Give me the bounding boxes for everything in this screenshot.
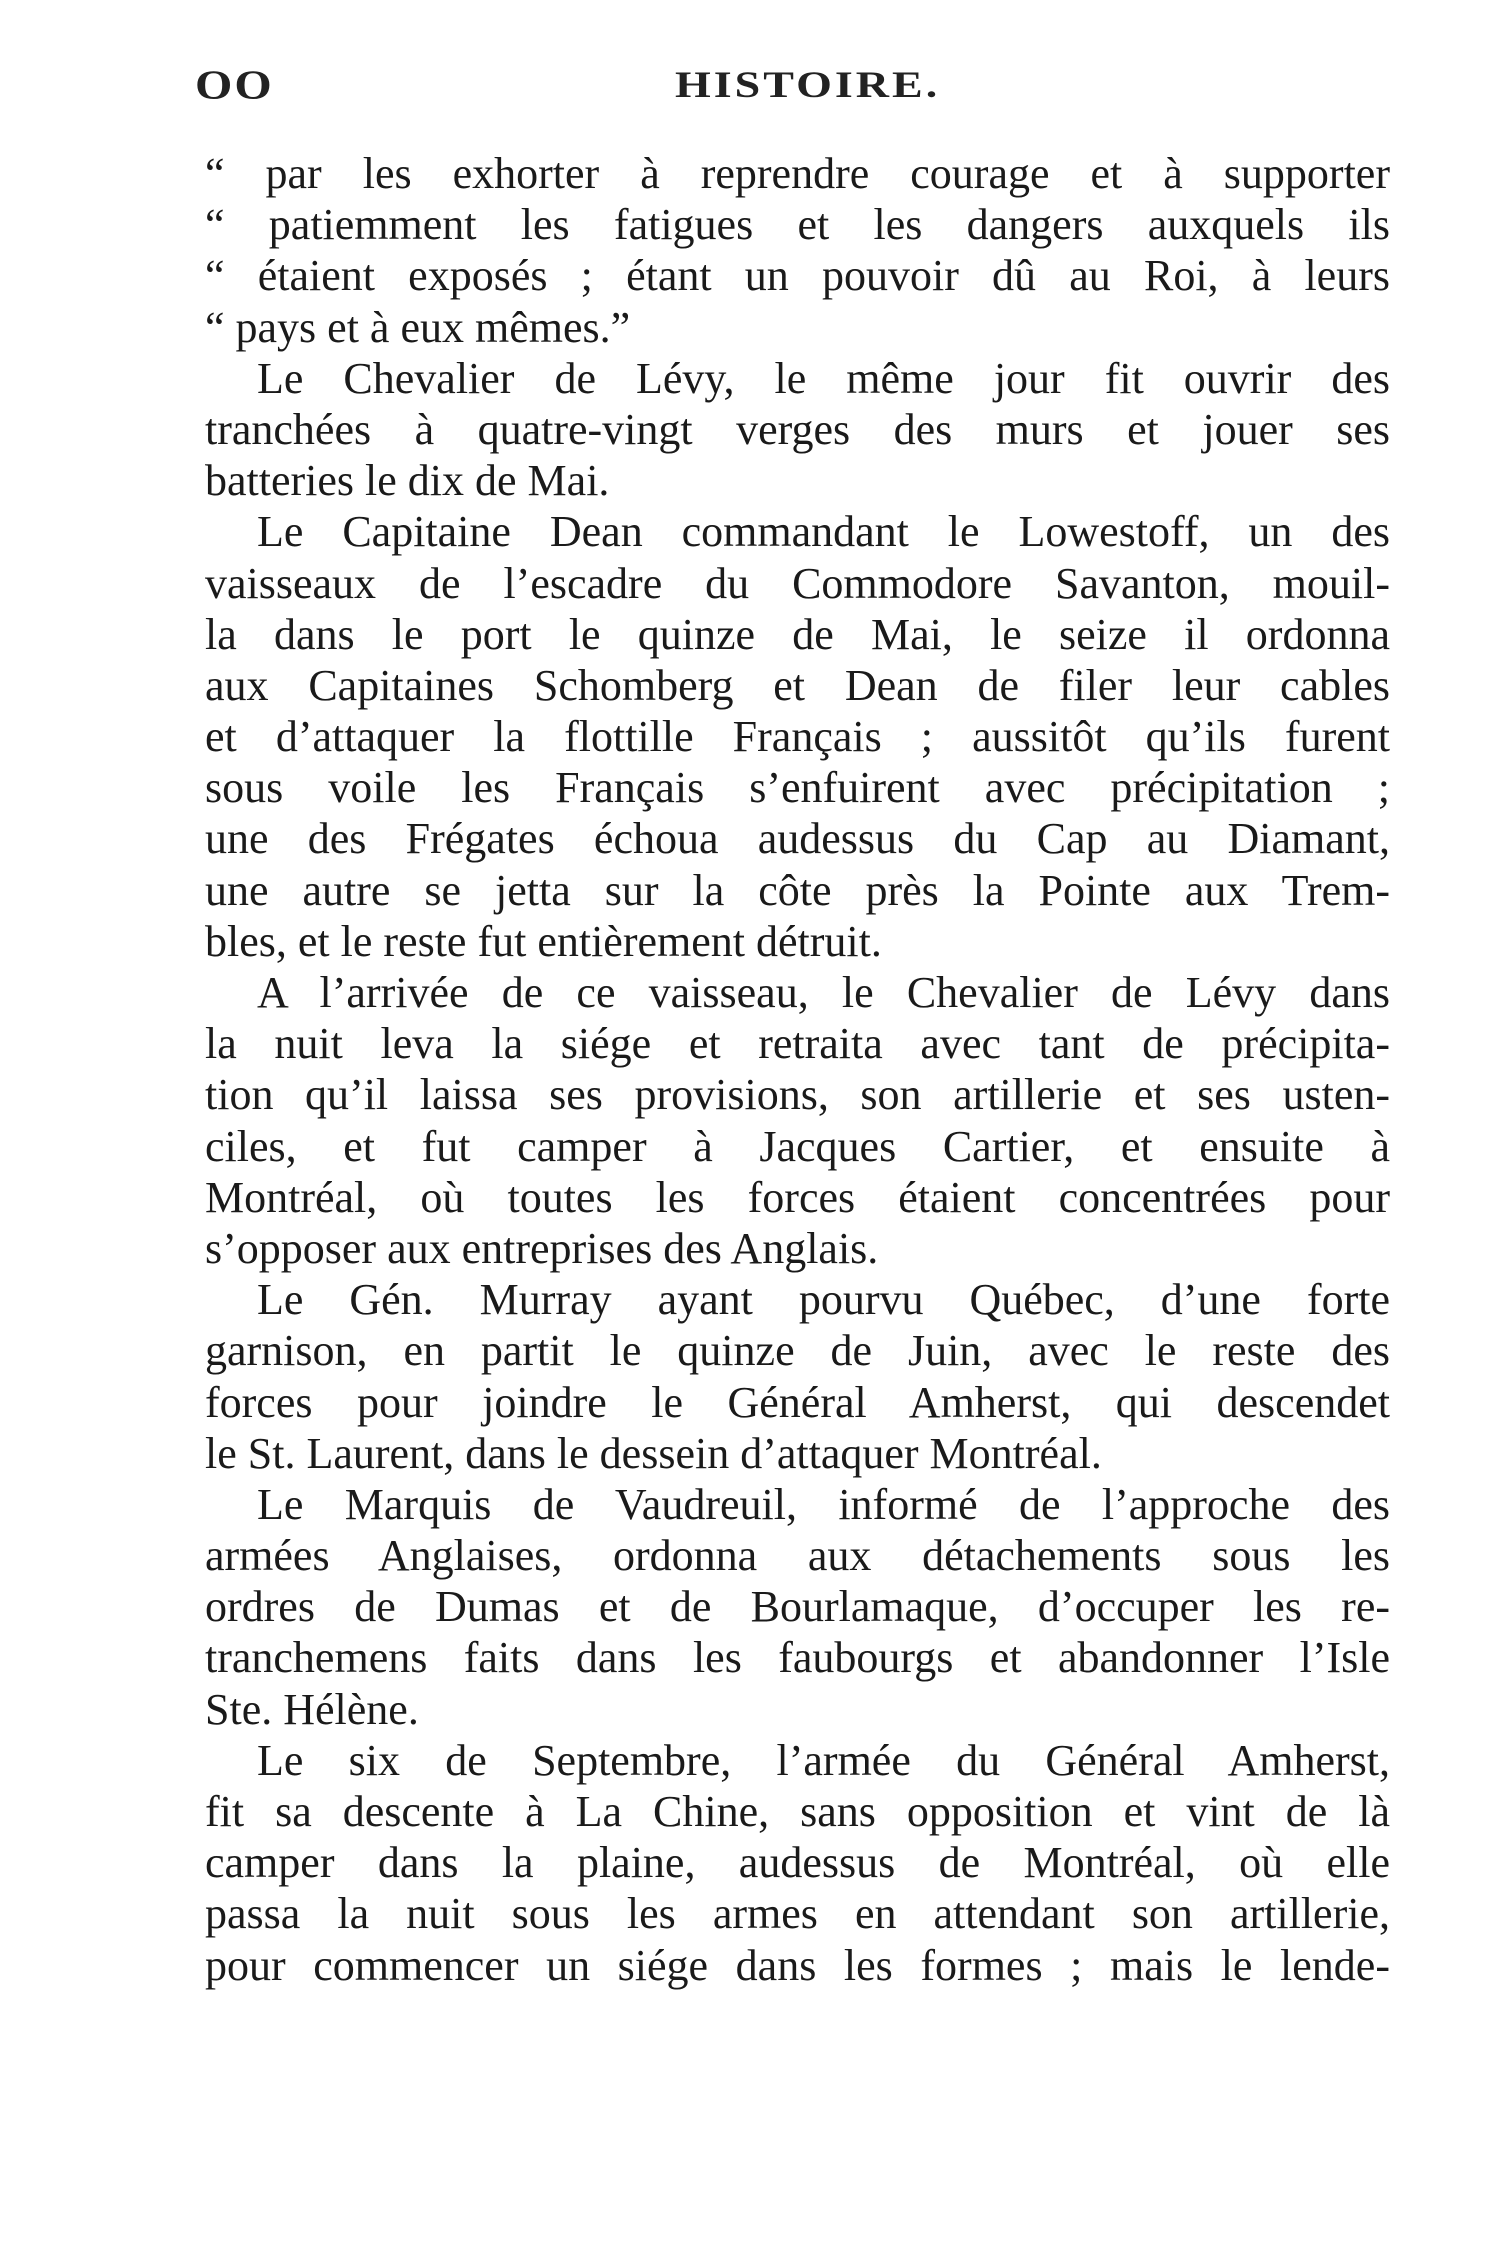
text-line: forces pour joindre le Général Amherst, qui descendet: [205, 1377, 1390, 1427]
text-line: une des Frégates échoua audessus du Cap au Diamant,: [205, 814, 1390, 864]
text-line: s’opposer aux entreprises des Anglais.: [205, 1223, 879, 1273]
text-line: “ étaient exposés ; étant un pouvoir dû au Roi, à leurs: [205, 251, 1390, 301]
text-line: Le Gén. Murray ayant pourvu Québec, d’une forte: [257, 1275, 1390, 1325]
text-line: Le Capitaine Dean commandant le Lowestoff, un des: [257, 507, 1390, 557]
text-line: camper dans la plaine, audessus de Montréal, où elle: [205, 1838, 1390, 1888]
running-head: [195, 58, 1375, 118]
text-line: et d’attaquer la flottille Français ; aussitôt qu’ils furent: [205, 712, 1390, 762]
text-line: batteries le dix de Mai.: [205, 456, 610, 506]
text-line: sous voile les Français s’enfuirent avec précipitation ;: [205, 763, 1390, 813]
text-line: “ par les exhorter à reprendre courage et à supporter: [205, 149, 1390, 198]
text-line: la nuit leva la siége et retraita avec tant de précipita-: [205, 1019, 1390, 1069]
text-line: tion qu’il laissa ses provisions, son artillerie et ses usten-: [205, 1070, 1390, 1120]
text-line: armées Anglaises, ordonna aux détachements sous les: [205, 1531, 1390, 1581]
text-line: Le six de Septembre, l’armée du Général Amherst,: [257, 1735, 1390, 1785]
text-line: une autre se jetta sur la côte près la Pointe aux Trem-: [205, 865, 1390, 915]
text-line: le St. Laurent, dans le dessein d’attaquer Montréal.: [205, 1428, 1102, 1478]
text-line: “ pays et à eux mêmes.”: [205, 302, 631, 352]
text-line: vaisseaux de l’escadre du Commodore Savanton, mouil-: [205, 558, 1390, 608]
text-line: ordres de Dumas et de Bourlamaque, d’occuper les re-: [205, 1582, 1390, 1632]
text-line: tranchemens faits dans les faubourgs et abandonner l’Isle: [205, 1633, 1390, 1683]
text-line: A l’arrivée de ce vaisseau, le Chevalier de Lévy dans: [257, 968, 1390, 1017]
text-line: la dans le port le quinze de Mai, le seize il ordonna: [205, 609, 1390, 659]
text-line: pour commencer un siége dans les formes ; mais le lende-: [205, 1940, 1390, 1990]
text-line: tranchées à quatre-vingt verges des murs et jouer ses: [205, 404, 1390, 454]
text-line: fit sa descente à La Chine, sans opposition et vint de là: [205, 1787, 1390, 1836]
text-line: passa la nuit sous les armes en attendant son artillerie,: [205, 1889, 1390, 1939]
text-line: bles, et le reste fut entièrement détruit.: [205, 916, 882, 966]
text-line: ciles, et fut camper à Jacques Cartier, et ensuite à: [205, 1121, 1390, 1171]
text-line: Ste. Hélène.: [205, 1684, 419, 1734]
text-line: Le Chevalier de Lévy, le même jour fit ouvrir des: [257, 353, 1390, 403]
text-line: “ patiemment les fatigues et les dangers auxquels ils: [205, 200, 1390, 250]
text-line: aux Capitaines Schomberg et Dean de filer leur cables: [205, 660, 1390, 710]
body-text: [205, 148, 1390, 1991]
text-line: Le Marquis de Vaudreuil, informé de l’approche des: [257, 1479, 1390, 1529]
text-line: Montréal, où toutes les forces étaient concentrées pour: [205, 1172, 1390, 1222]
page-number: OO: [195, 62, 274, 109]
text-line: garnison, en partit le quinze de Juin, avec le reste des: [205, 1326, 1390, 1376]
running-title: HISTOIRE.: [675, 64, 941, 105]
